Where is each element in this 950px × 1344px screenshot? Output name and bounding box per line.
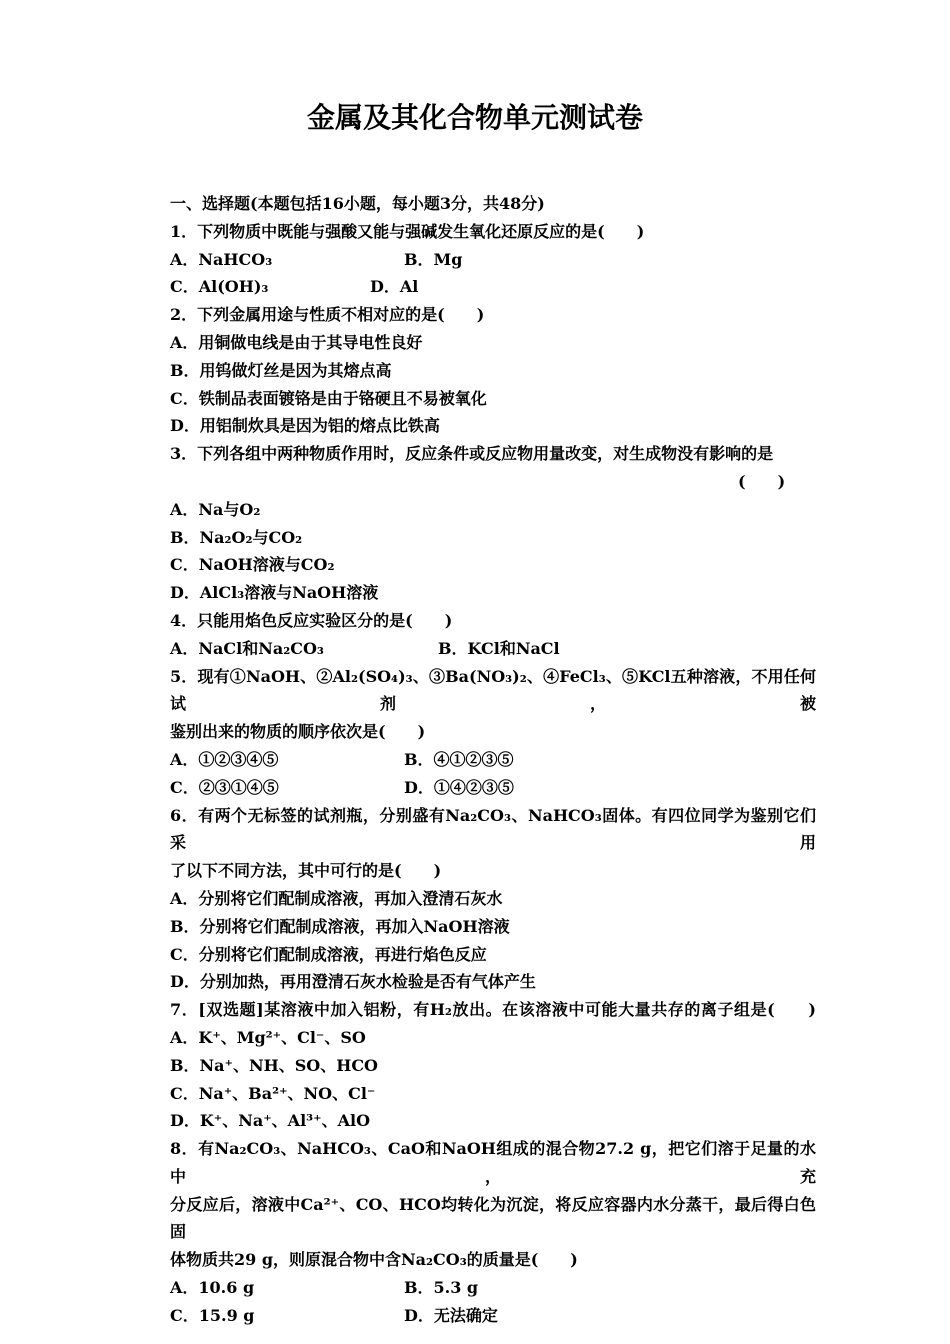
q3-stem: 3．下列各组中两种物质作用时，反应条件或反应物用量改变，对生成物没有影响的是 bbox=[170, 444, 774, 464]
q1-options-row2 bbox=[170, 273, 816, 301]
q2-option-c: C．铁制品表面镀铬是由于铬硬且不易被氧化 bbox=[170, 388, 487, 408]
q8-options-row2 bbox=[170, 1302, 816, 1330]
q3-option-c: C．NaOH溶液与CO₂ bbox=[170, 555, 335, 575]
q7-stem: 7．[双选题]某溶液中加入铝粉，有H₂放出。在该溶液中可能大量共存的离子组是( ) bbox=[170, 1000, 816, 1020]
q7-option-b: B．Na⁺、NH、SO、HCO bbox=[170, 1055, 378, 1075]
q3-answer-row bbox=[170, 468, 816, 496]
q1-stem: 1．下列物质中既能与强酸又能与强碱发生氧化还原反应的是( ) bbox=[170, 221, 645, 241]
q1-option-d: D．Al bbox=[370, 277, 419, 297]
page-title: 金属及其化合物单元测试卷 bbox=[306, 101, 643, 134]
section-heading: 一、选择题(本题包括16小题，每小题3分，共48分) bbox=[170, 194, 545, 213]
q8-stem-line3: 体物质共29 g，则原混合物中含Na₂CO₃的质量是( ) bbox=[170, 1250, 578, 1270]
q6-option-b: B．分别将它们配制成溶液，再加入NaOH溶液 bbox=[170, 916, 510, 936]
q2-stem: 2．下列金属用途与性质不相对应的是( ) bbox=[170, 305, 485, 325]
q8-option-c: C．15.9 g bbox=[170, 1305, 255, 1325]
q4-stem: 4．只能用焰色反应实验区分的是( ) bbox=[170, 610, 453, 630]
q4-option-b: B．KCl和NaCl bbox=[438, 638, 560, 658]
q2-option-b: B．用钨做灯丝是因为其熔点高 bbox=[170, 360, 392, 380]
q8-stem-line1: 8．有Na₂CO₃、NaHCO₃、CaO和NaOH组成的混合物27.2 g，把它们溶于足量的水中，充 bbox=[170, 1139, 816, 1186]
q5-stem-line2: 鉴别出来的物质的顺序依次是( ) bbox=[170, 722, 426, 742]
q6-option-d: D．分别加热，再用澄清石灰水检验是否有气体产生 bbox=[170, 972, 536, 992]
q5-options-row1 bbox=[170, 746, 816, 774]
q8-option-a: A．10.6 g bbox=[170, 1278, 255, 1298]
q5-option-a: A．①②③④⑤ bbox=[170, 749, 279, 769]
q2-option-d: D．用铝制炊具是因为铝的熔点比铁高 bbox=[170, 416, 440, 436]
q8-stem-line2: 分反应后，溶液中Ca²⁺、CO、HCO均转化为沉淀，将反应容器内水分蒸干，最后得白色固 bbox=[170, 1194, 816, 1242]
q7-option-c: C．Na⁺、Ba²⁺、NO、Cl⁻ bbox=[170, 1083, 376, 1103]
q4-options-row bbox=[170, 635, 816, 663]
q3-option-d: D．AlCl₃溶液与NaOH溶液 bbox=[170, 583, 379, 603]
q5-option-b: B．④①②③⑤ bbox=[404, 749, 514, 769]
q3-option-a: A．Na与O₂ bbox=[170, 499, 261, 519]
q5-options-row2 bbox=[170, 774, 816, 802]
q5-option-d: D．①④②③⑤ bbox=[404, 777, 514, 797]
q6-stem-line1: 6．有两个无标签的试剂瓶，分别盛有Na₂CO₃、NaHCO₃固体。有四位同学为鉴别它们采用 bbox=[170, 805, 816, 853]
q1-options-row1 bbox=[170, 246, 816, 274]
q7-option-a: A．K⁺、Mg²⁺、Cl⁻、SO bbox=[170, 1027, 366, 1047]
q1-option-a: A．NaHCO₃ bbox=[170, 249, 273, 269]
q3-option-b: B．Na₂O₂与CO₂ bbox=[170, 527, 303, 547]
q3-answer-paren: ( ) bbox=[738, 471, 786, 491]
q4-option-a: A．NaCl和Na₂CO₃ bbox=[170, 638, 324, 658]
q8-options-row1 bbox=[170, 1274, 816, 1302]
q1-option-b: B．Mg bbox=[404, 249, 463, 269]
q2-option-a: A．用铜做电线是由于其导电性良好 bbox=[170, 332, 423, 352]
q8-option-b: B．5.3 g bbox=[404, 1278, 479, 1298]
q5-stem-line1: 5．现有①NaOH、②Al₂(SO₄)₃、③Ba(NO₃)₂、④FeCl₃、⑤KCl五种溶液，不用任何试剂，被 bbox=[170, 666, 816, 714]
q6-stem-line2: 了以下不同方法，其中可行的是( ) bbox=[170, 861, 442, 881]
q8-option-d: D．无法确定 bbox=[404, 1305, 498, 1325]
q6-option-c: C．分别将它们配制成溶液，再进行焰色反应 bbox=[170, 944, 487, 964]
q6-option-a: A．分别将它们配制成溶液，再加入澄清石灰水 bbox=[170, 888, 503, 908]
q1-option-c: C．Al(OH)₃ bbox=[170, 277, 269, 297]
q5-option-c: C．②③①④⑤ bbox=[170, 777, 279, 797]
q7-option-d: D．K⁺、Na⁺、Al³⁺、AlO bbox=[170, 1111, 371, 1131]
question-list bbox=[170, 190, 816, 1330]
